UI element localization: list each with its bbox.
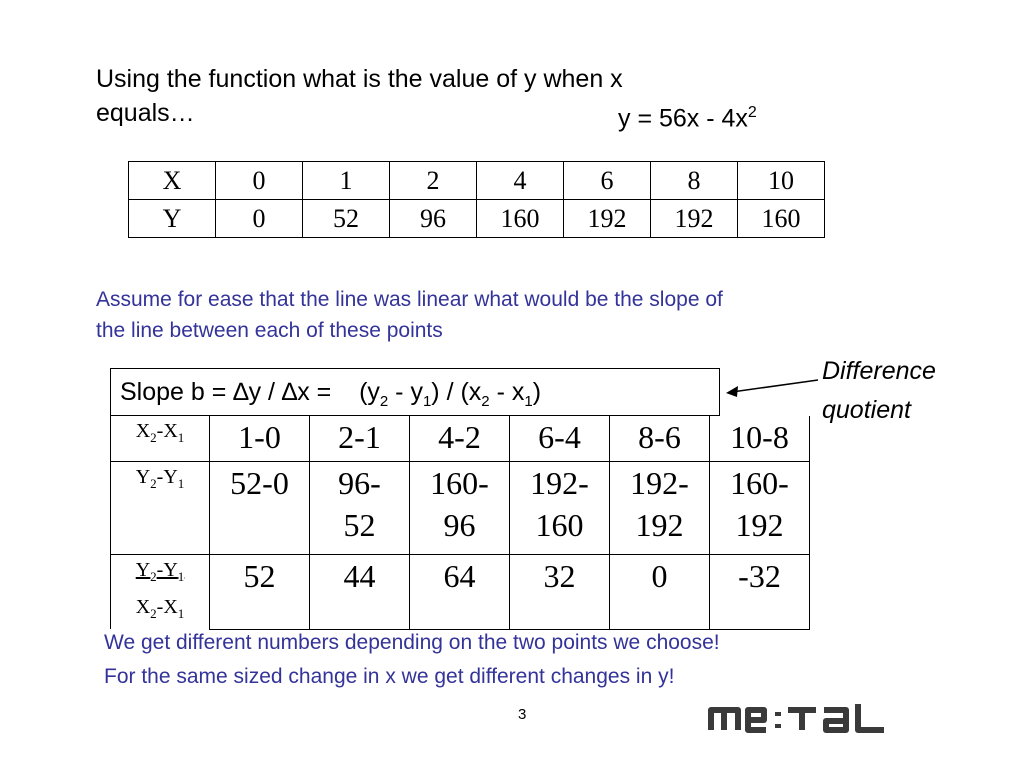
x-cell: 2: [390, 162, 477, 200]
slope-question: [96, 284, 723, 346]
y-cell: 0: [216, 200, 303, 238]
dy-label: $Y_2-Y_1$: [111, 462, 210, 555]
dx-cell: 8-6: [610, 416, 710, 462]
y-cell: 160: [738, 200, 825, 238]
dx-row: [111, 416, 810, 462]
y-row: [129, 200, 825, 238]
dx-cell: 6-4: [510, 416, 610, 462]
slope-question-line-1: Assume for ease that the line was linear what would be the slope of: [96, 288, 723, 311]
dy-cell: 52-0: [210, 462, 310, 555]
slope-cell: 0: [610, 555, 710, 630]
x-cell: 6: [564, 162, 651, 200]
x-row: [129, 162, 825, 200]
slope-cell: 32: [510, 555, 610, 630]
slope-cell: -32: [710, 555, 810, 630]
xy-values-table: [128, 161, 825, 238]
dy-cell: 192- 192: [610, 462, 710, 555]
question-line-1: Using the function what is the value of y when x: [96, 65, 623, 93]
dy-cell: 160- 96: [410, 462, 510, 555]
dy-cell: 192- 160: [510, 462, 610, 555]
x-cell: 1: [303, 162, 390, 200]
slope-cell: 52: [210, 555, 310, 630]
conclusion-line-2: For the same sized change in x we get different changes in y!: [104, 665, 675, 688]
slope-row: [111, 555, 810, 630]
y-cell: 160: [477, 200, 564, 238]
y-cell: 96: [390, 200, 477, 238]
y-cell: 52: [303, 200, 390, 238]
dx-label: $X_2-X_1$: [111, 416, 210, 462]
question-line-2: equals…: [96, 99, 195, 127]
slope-label: $Y_2-Y_1$ $X_2-X_1$: [111, 555, 210, 630]
page-number: 3: [518, 706, 527, 723]
y-cell: 192: [651, 200, 738, 238]
x-cell: 0: [216, 162, 303, 200]
dx-cell: 2-1: [310, 416, 410, 462]
difference-table: [110, 416, 810, 630]
metal-logo: [706, 700, 920, 734]
function-formula: $y = 56x - 4x^2$: [618, 104, 757, 133]
slope-formula-box: Slope b = ∆y / ∆x = $(y_2 - y_1) / (x_2 - x_1)$: [110, 368, 720, 416]
dy-cell: 96- 52: [310, 462, 410, 555]
x-cell: 10: [738, 162, 825, 200]
dx-cell: 10-8: [710, 416, 810, 462]
arrow-icon: [722, 376, 822, 400]
x-header: X: [129, 162, 216, 200]
conclusion-text: [104, 626, 720, 694]
dy-cell: 160- 192: [710, 462, 810, 555]
conclusion-line-1: We get different numbers depending on the two points we choose!: [104, 631, 720, 654]
x-cell: 4: [477, 162, 564, 200]
slope-cell: 64: [410, 555, 510, 630]
question-text: [96, 62, 623, 130]
y-cell: 192: [564, 200, 651, 238]
y-header: Y: [129, 200, 216, 238]
dx-cell: 4-2: [410, 416, 510, 462]
slope-question-line-2: the line between each of these points: [96, 319, 443, 342]
slope-cell: 44: [310, 555, 410, 630]
dy-row: [111, 462, 810, 555]
x-cell: 8: [651, 162, 738, 200]
dx-cell: 1-0: [210, 416, 310, 462]
difference-quotient-label: Difference quotient: [822, 357, 936, 424]
